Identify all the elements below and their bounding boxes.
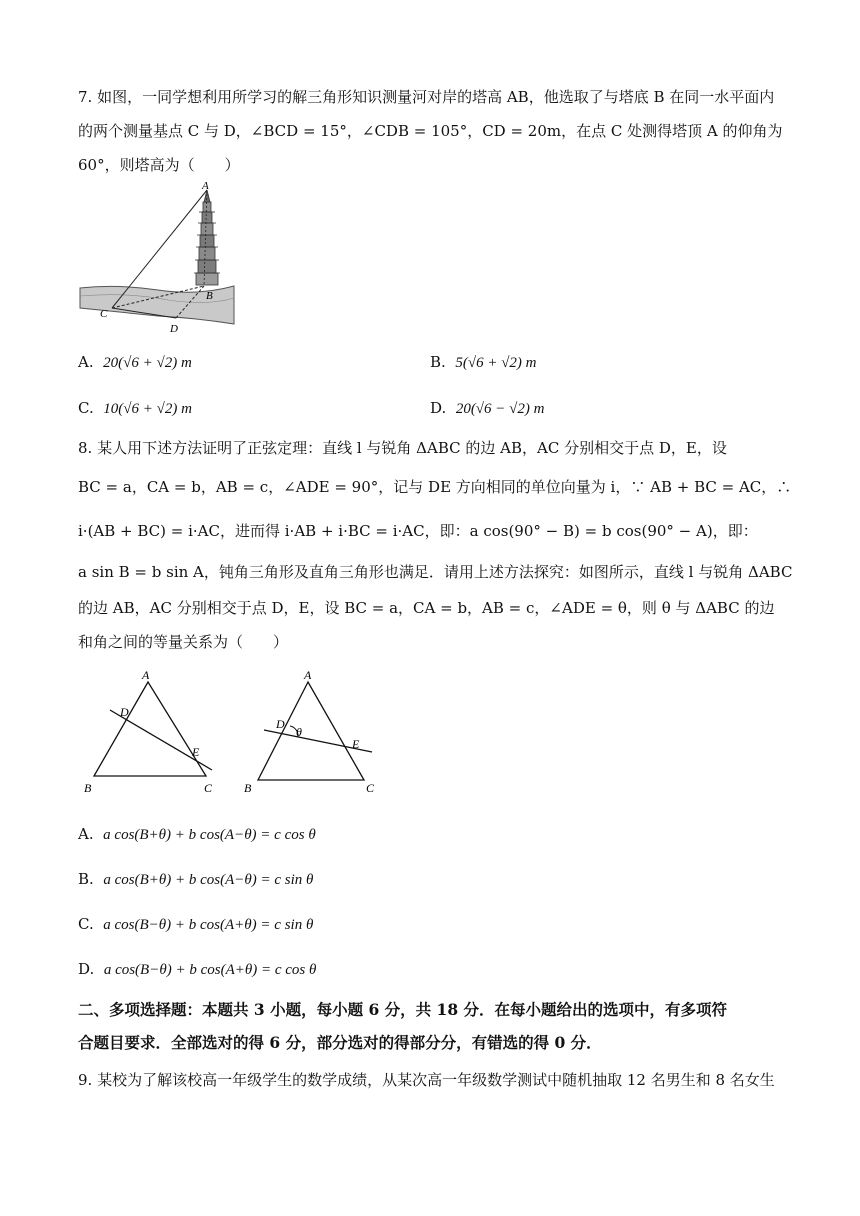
q8-triangle-figure-2 bbox=[238, 666, 388, 802]
q7-option-d: D. 20(√6 − √2) m bbox=[430, 399, 545, 417]
q8-line-1: 8. 某人用下述方法证明了正弦定理：直线 l 与锐角 ΔABC 的边 AB，AC 分别相交于点 D，E，设 bbox=[78, 439, 727, 457]
q7-option-d-text: 20(√6 − √2) m bbox=[455, 401, 545, 417]
section-2-heading-line-1: 二、多项选择题：本题共 3 小题，每小题 6 分，共 18 分．在每小题给出的选项中，有多项符 bbox=[78, 1000, 728, 1019]
q7-line-2: 的两个测量基点 C 与 D，∠BCD = 15°，∠CDB = 105°，CD = 20m，在点 C 处测得塔顶 A 的仰角为 bbox=[78, 122, 783, 140]
q8-fig1-label-e: E bbox=[192, 745, 200, 759]
q7-option-b-text: 5(√6 + √2) m bbox=[455, 355, 537, 371]
q8-fig1-label-d: D bbox=[120, 705, 129, 719]
q8-option-d: D. a cos(B−θ) + b cos(A+θ) = c cos θ bbox=[78, 960, 317, 978]
q7-tower-figure bbox=[78, 178, 238, 338]
q7-option-a-text: 20(√6 + √2) m bbox=[103, 355, 192, 371]
q8-fig1-label-c: C bbox=[204, 781, 213, 795]
q8-fig2-label-theta: θ bbox=[296, 725, 302, 739]
q8-line-2: BC = a，CA = b，AB = c，∠ADE = 90°，记与 DE 方向相同的单位向量为 i，∵ AB + BC = AC，∴ bbox=[78, 478, 792, 496]
q8-line-6: 和角之间的等量关系为（ ） bbox=[78, 633, 289, 651]
q7-label-d: D bbox=[170, 323, 178, 335]
q7-option-c-text: 10(√6 + √2) m bbox=[103, 401, 192, 417]
q9-line-1: 9. 某校为了解该校高一年级学生的数学成绩，从某次高一年级数学测试中随机抽取 12 名男生和 8 名女生 bbox=[78, 1071, 775, 1089]
q7-label-a: A bbox=[202, 180, 209, 192]
q8-fig1-label-b: B bbox=[84, 781, 92, 795]
q7-line-3: 60°，则塔高为（ ） bbox=[78, 156, 240, 174]
q7-option-c: C. 10(√6 + √2) m bbox=[78, 399, 192, 417]
q8-option-b-text: a cos(B+θ) + b cos(A−θ) = c sin θ bbox=[103, 872, 314, 888]
q8-option-c: C. a cos(B−θ) + b cos(A+θ) = c sin θ bbox=[78, 915, 314, 933]
q8-line-5: 的边 AB，AC 分别相交于点 D，E，设 BC = a，CA = b，AB = c，∠ADE = θ，则 θ 与 ΔABC 的边 bbox=[78, 599, 775, 617]
q8-line-4: a sin B = b sin A，钝角三角形及直角三角形也满足．请用上述方法探究：如图所示，直线 l 与锐角 ΔABC bbox=[78, 563, 793, 581]
q8-fig2-label-a: A bbox=[304, 668, 312, 682]
q8-option-d-text: a cos(B−θ) + b cos(A+θ) = c cos θ bbox=[103, 962, 317, 978]
q8-option-a: A. a cos(B+θ) + b cos(A−θ) = c cos θ bbox=[78, 825, 316, 843]
q8-fig2-label-b: B bbox=[244, 781, 252, 795]
q7-option-b: B. 5(√6 + √2) m bbox=[430, 353, 537, 371]
q7-label-c: C bbox=[100, 308, 108, 320]
q7-line-1: 7. 如图，一同学想利用所学习的解三角形知识测量河对岸的塔高 AB，他选取了与塔底 B 在同一水平面内 bbox=[78, 88, 775, 106]
q7-label-b: B bbox=[206, 290, 213, 302]
q8-fig2-label-d: D bbox=[276, 717, 285, 731]
q8-fig1-label-a: A bbox=[142, 668, 150, 682]
q8-option-a-text: a cos(B+θ) + b cos(A−θ) = c cos θ bbox=[103, 827, 316, 843]
q7-option-a: A. 20(√6 + √2) m bbox=[78, 353, 192, 371]
q8-triangle-figure-1 bbox=[78, 666, 228, 802]
q8-option-b: B. a cos(B+θ) + b cos(A−θ) = c sin θ bbox=[78, 870, 314, 888]
q8-option-c-text: a cos(B−θ) + b cos(A+θ) = c sin θ bbox=[103, 917, 314, 933]
q8-line-3: i·(AB + BC) = i·AC，进而得 i·AB + i·BC = i·AC，即：a cos(90° − B) = b cos(90° − A)，即： bbox=[78, 522, 758, 540]
q8-fig2-label-c: C bbox=[366, 781, 375, 795]
q8-fig2-label-e: E bbox=[352, 737, 360, 751]
section-2-heading-line-2: 合题目要求．全部选对的得 6 分，部分选对的得部分分，有错选的得 0 分． bbox=[78, 1033, 602, 1052]
